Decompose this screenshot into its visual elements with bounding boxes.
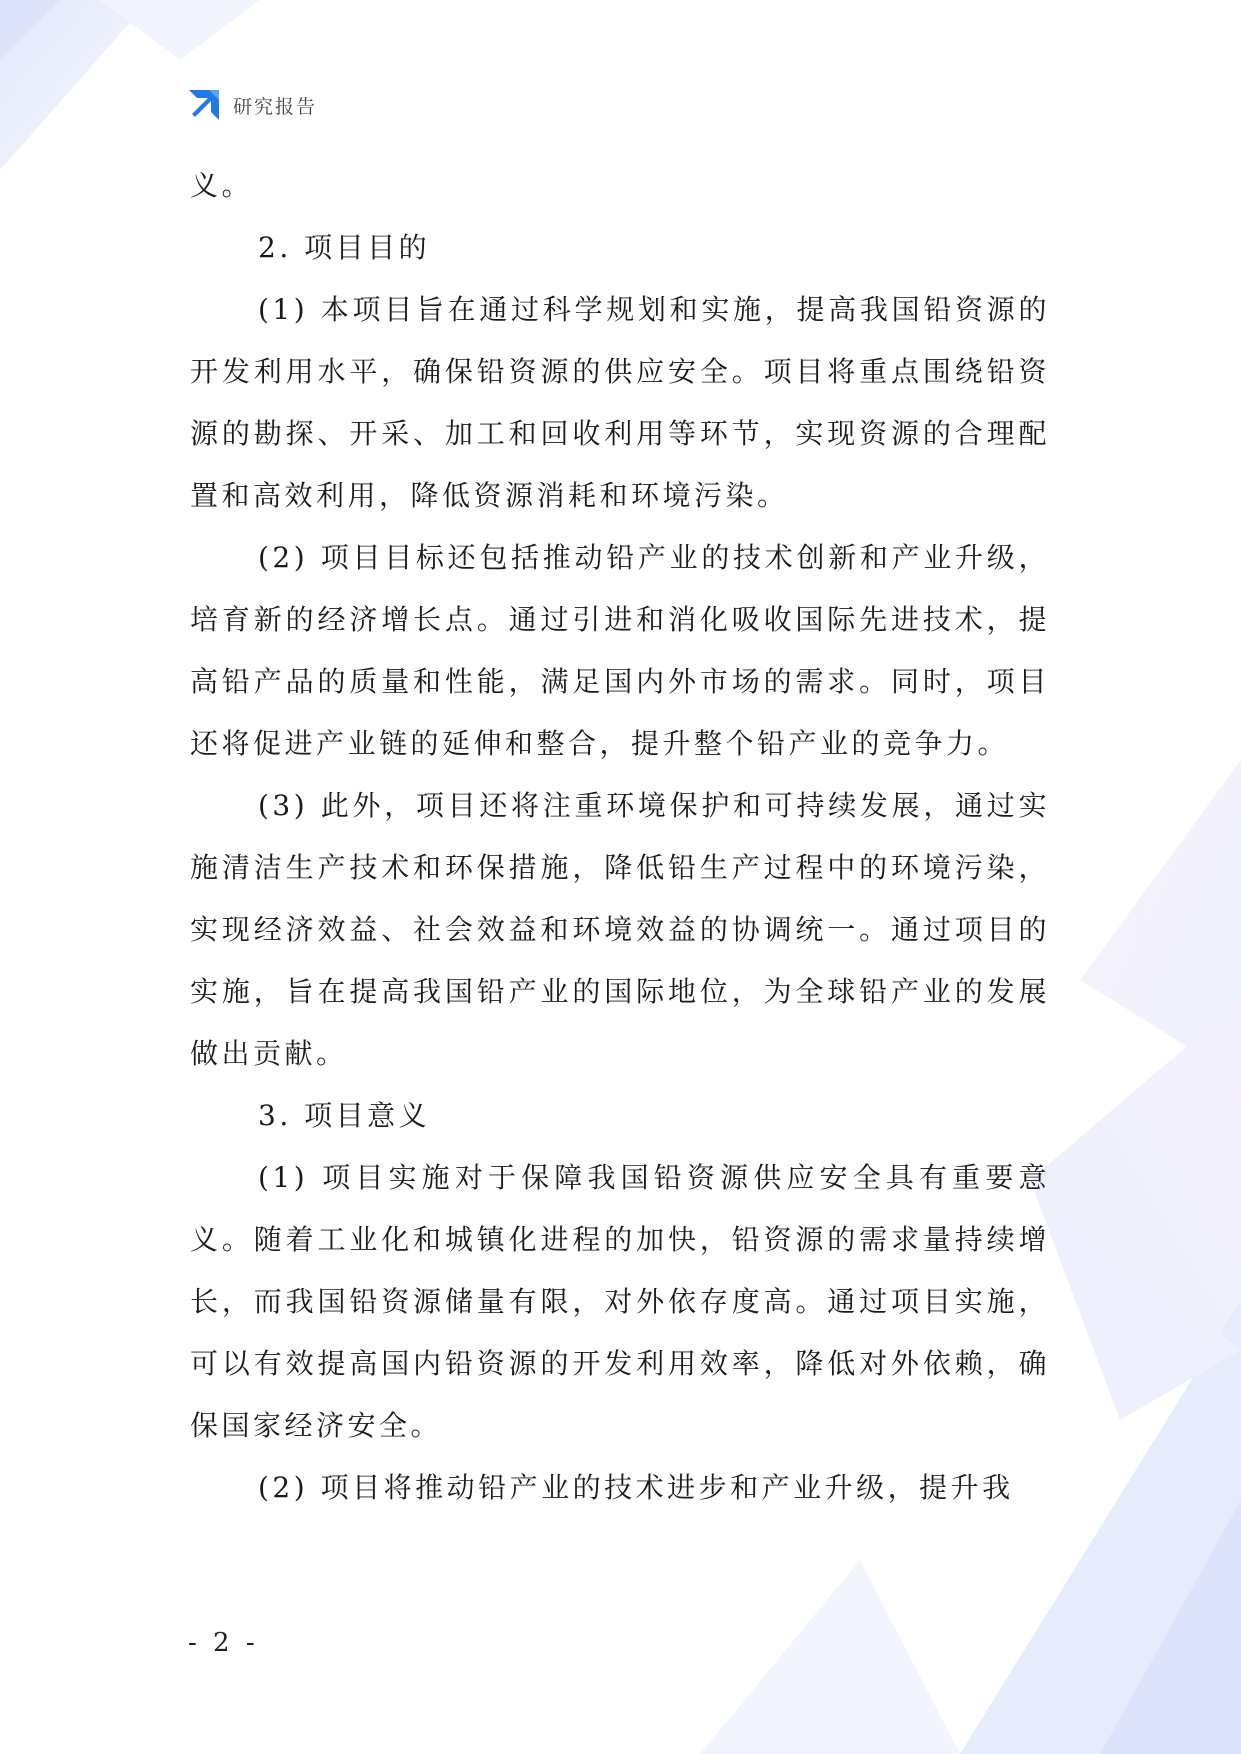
paragraph: (1) 项目实施对于保障我国铅资源供应安全具有重要意义。随着工业化和城镇化进程的加快，铅资源的需求量持续增长，而我国铅资源储量有限，对外依存度高。通过项目实施，可以有效提高国内铅资源的开发利用效率，降低对外依赖，确保国家经济安全。 bbox=[190, 1161, 1050, 1442]
arrow-up-right-icon bbox=[187, 88, 221, 122]
paragraph: 义。 bbox=[190, 169, 254, 202]
paragraph: (3) 此外，项目还将注重环境保护和可持续发展，通过实施清洁生产技术和环保措施，降低铅生产过程中的环境污染，实现经济效益、社会效益和环境效益的协调统一。通过项目的实施，旨在提高我国铅产业的国际地位，为全球铅产业的发展做出贡献。 bbox=[190, 789, 1050, 1070]
section-heading: 2. 项目目的 bbox=[258, 231, 431, 264]
paragraph: (2) 项目目标还包括推动铅产业的技术创新和产业升级，培育新的经济增长点。通过引进和消化吸收国际先进技术，提高铅产品的质量和性能，满足国内外市场的需求。同时，项目还将促进产业链的延伸和整合，提升整个铅产业的竞争力。 bbox=[190, 541, 1050, 760]
page-number: - 2 - bbox=[188, 1628, 259, 1658]
section-heading: 3. 项目意义 bbox=[258, 1099, 431, 1132]
header-label: 研究报告 bbox=[233, 95, 318, 118]
document-body bbox=[190, 155, 1050, 1519]
paragraph: (2) 项目将推动铅产业的技术进步和产业升级，提升我 bbox=[258, 1471, 1014, 1504]
paragraph: (1) 本项目旨在通过科学规划和实施，提高我国铅资源的开发利用水平，确保铅资源的供应安全。项目将重点围绕铅资源的勘探、开采、加工和回收利用等环节，实现资源的合理配置和高效利用，降低资源消耗和环境污染。 bbox=[190, 293, 1050, 512]
report-header bbox=[187, 88, 317, 122]
